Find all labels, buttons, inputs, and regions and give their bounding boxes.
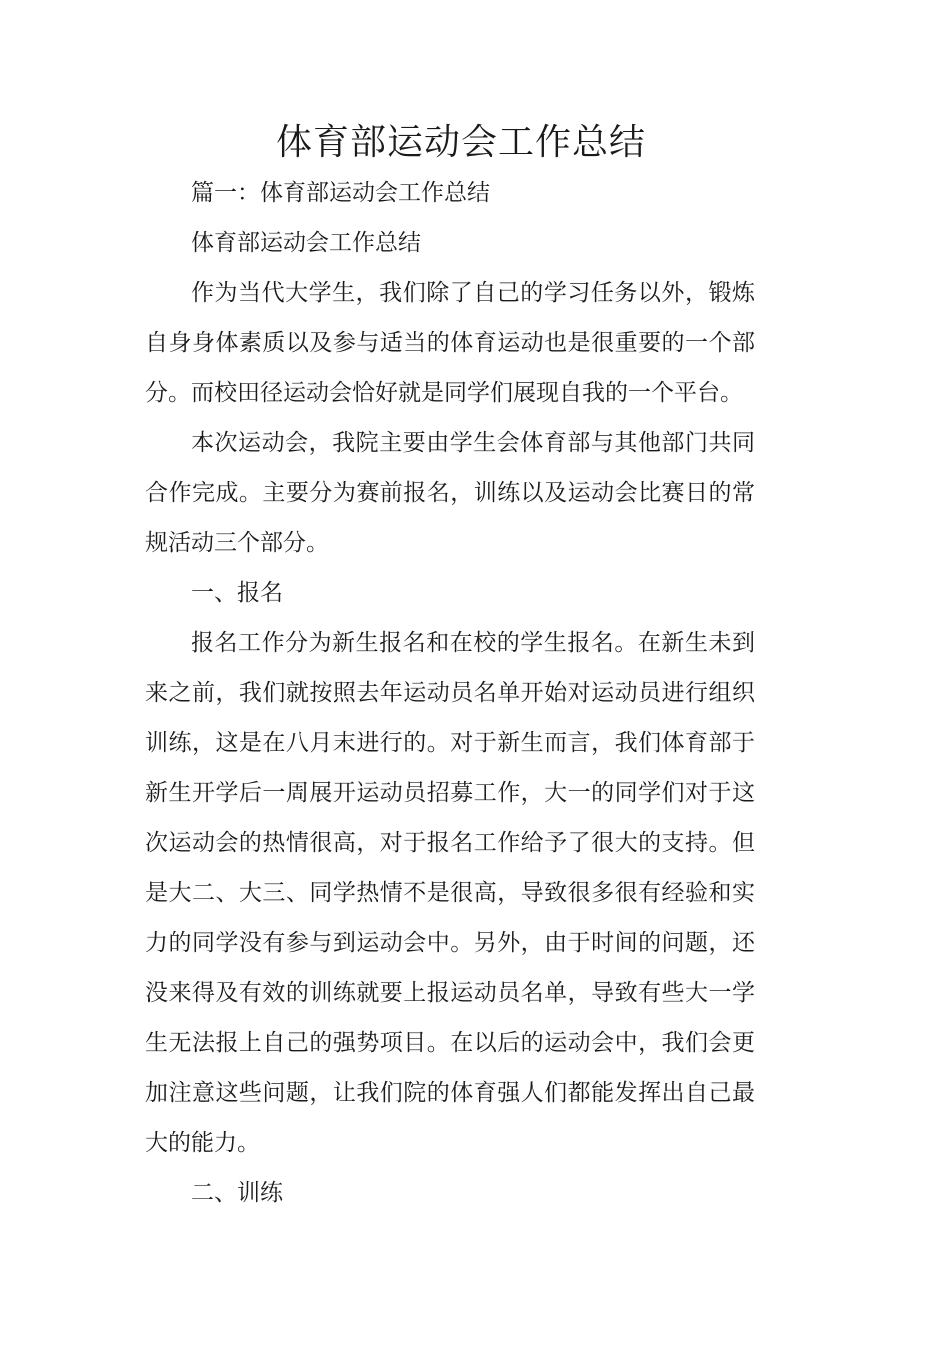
paragraph-intro: 作为当代大学生，我们除了自己的学习任务以外，锻炼自身身体素质以及参与适当的体育运动也是很重要的一个部分。而校田径运动会恰好就是同学们展现自我的一个平台。	[145, 280, 755, 406]
section-heading-registration: 一、报名	[191, 580, 283, 606]
document-body	[145, 168, 755, 1218]
section-heading-training: 二、训练	[191, 1180, 283, 1206]
paragraph-overview: 本次运动会，我院主要由学生会体育部与其他部门共同合作完成。主要分为赛前报名，训练以及运动会比赛日的常规活动三个部分。	[145, 430, 755, 556]
paragraph-subtitle: 体育部运动会工作总结	[191, 230, 421, 256]
paragraph-registration: 报名工作分为新生报名和在校的学生报名。在新生未到来之前，我们就按照去年运动员名单开始对运动员进行组织训练，这是在八月末进行的。对于新生而言，我们体育部于新生开学后一周展开运动员招募工作，大一的同学们对于这次运动会的热情很高，对于报名工作给予了很大的支持。但是大二、大三、同学热情不是很高，导致很多很有经验和实力的同学没有参与到运动会中。另外，由于时间的问题，还没来得及有效的训练就要上报运动员名单，导致有些大一学生无法报上自己的强势项目。在以后的运动会中，我们会更加注意这些问题，让我们院的体育强人们都能发挥出自己最大的能力。	[145, 630, 755, 1156]
paragraph-chapter-heading: 篇一：体育部运动会工作总结	[191, 180, 490, 206]
document-title: 体育部运动会工作总结	[275, 122, 646, 163]
